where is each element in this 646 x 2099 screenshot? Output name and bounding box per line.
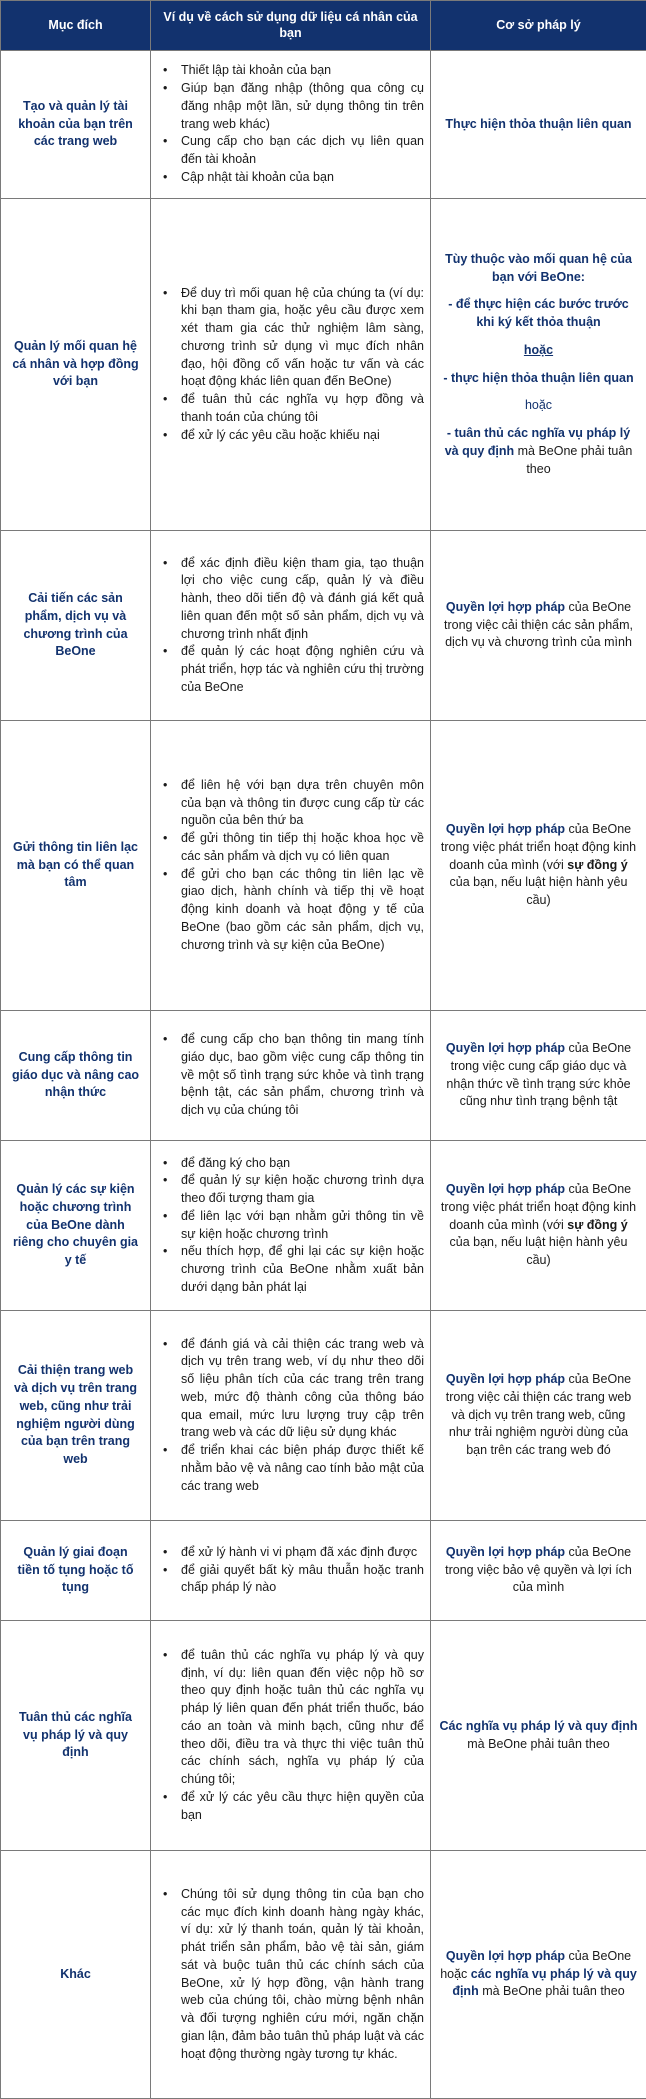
legal-basis-tail: của BeOne trong việc cải thiện các sản phẩm, dịch vụ và chương trình của mình [444, 600, 633, 650]
examples-cell [151, 1851, 431, 2099]
examples-cell [151, 1621, 431, 1851]
list-item: • để quản lý các hoạt động nghiên cứu và phát triển, hợp tác và nghiên cứu thị trường của BeOne [181, 643, 424, 696]
list-item: • để liên lạc với bạn nhằm gửi thông tin về sự kiện hoặc chương trình [181, 1208, 424, 1244]
legal-basis-cell [431, 531, 646, 721]
list-item: • để liên hệ với bạn dựa trên chuyên môn của bạn và thông tin được cung cấp từ các nguồn của bên thứ ba [181, 777, 424, 830]
header-legal-basis: Cơ sở pháp lý [431, 1, 646, 51]
list-item: • để gửi cho bạn các thông tin liên lạc về giao dịch, hành chính và tiếp thị về hoạt động kinh doanh và hoạt động y tế của BeOne (bao gồm các sản phẩm, dịch vụ, chương trình và sự kiện của BeOne) [181, 866, 424, 955]
list-item: • Cung cấp cho bạn các dịch vụ liên quan đến tài khoản [181, 133, 424, 169]
legal-basis-tail: của BeOne trong việc cung cấp giáo dục và nhận thức về tình trạng sức khỏe cũng như tình trạng bệnh tật [446, 1041, 631, 1108]
legal-basis-intro: Tùy thuộc vào mối quan hệ của bạn với BeOne: [445, 252, 632, 284]
legal-basis-bold: Quyền lợi hợp pháp [446, 600, 565, 614]
purpose-cell: Cải tiến các sản phẩm, dịch vụ và chương trình của BeOne [1, 531, 151, 721]
legal-basis-option-wrap [439, 425, 638, 478]
legal-basis-tail: của BeOne trong việc phát triển hoạt động kinh doanh của mình (với [441, 822, 636, 872]
purpose-cell: Quản lý giai đoạn tiền tố tụng hoặc tố tụng [1, 1521, 151, 1621]
table-row [1, 199, 646, 531]
table-row [1, 1311, 646, 1521]
legal-basis-tail: mà BeOne phải tuân theo [514, 444, 632, 476]
table-row [1, 1141, 646, 1311]
list-item: • Chúng tôi sử dụng thông tin của bạn cho các mục đích kinh doanh hàng ngày khác, ví dụ: xử lý thanh toán, quản lý tài khoản, phát triển sản phẩm, bảo vệ tài sản, giám sát và buộc tuân thủ các chính sách của BeOne, xử lý hợp đồng, vận hành trang web của chúng tôi, chào mừng bệnh nhân và đối tượng nghiên cứu mới, ngăn chặn gian lận, đảm bảo tuân thủ pháp luật và các hoạt động thường ngày tương tự khác. [181, 1886, 424, 2064]
legal-basis-tail: của BeOne hoặc [440, 1949, 631, 1981]
table-row [1, 531, 646, 721]
legal-basis-cell [431, 1521, 646, 1621]
list-item: • để tuân thủ các nghĩa vụ pháp lý và quy định, ví dụ: liên quan đến việc nộp hồ sơ theo quy định hoặc tuân thủ các nghĩa vụ pháp lý liên quan đến phát triển thuốc, báo cáo an toàn và minh bạch, cũng như để theo dõi, điều tra và thực thi việc tuân thủ các chính sách, nghĩa vụ pháp lý của chúng tôi; [181, 1647, 424, 1789]
examples-cell [151, 199, 431, 531]
header-examples: Ví dụ về cách sử dụng dữ liệu cá nhân của bạn [151, 1, 431, 51]
list-item: • Giúp bạn đăng nhập (thông qua công cụ đăng nhập một lần, sử dụng thông tin trên trang web khác) [181, 80, 424, 133]
purpose-cell: Tạo và quản lý tài khoản của bạn trên các trang web [1, 51, 151, 199]
legal-basis-tail: mà BeOne phải tuân theo [479, 1984, 625, 1998]
legal-basis-cell [431, 1851, 646, 2099]
list-item: • để đăng ký cho bạn [181, 1155, 424, 1173]
legal-basis-tail: của BeOne trong việc cải thiện các trang web và dịch vụ trên trang web, cũng như trải nghiệm người dùng của bạn trên các trang web đó [446, 1372, 632, 1457]
list-item: • để xử lý các yêu cầu thực hiện quyền của bạn [181, 1789, 424, 1825]
list-item: • để đánh giá và cải thiện các trang web và dịch vụ trên trang web, ví dụ như theo dõi số liệu phân tích của các trang trên trang web, mức độ thành công của thông báo qua email, mức lưu lượng truy cập trên trang web và các dữ liệu sử dụng khác [181, 1336, 424, 1443]
or-text: hoặc [439, 397, 638, 415]
table-row [1, 1521, 646, 1621]
examples-cell [151, 51, 431, 199]
legal-basis-cell [431, 199, 646, 531]
examples-cell [151, 1311, 431, 1521]
examples-list [155, 62, 424, 186]
legal-basis-bold: Quyền lợi hợp pháp [446, 1949, 565, 1963]
legal-basis-consent: sự đồng ý [567, 858, 627, 872]
examples-cell [151, 531, 431, 721]
list-item: • để giải quyết bất kỳ mâu thuẫn hoặc tranh chấp pháp lý nào [181, 1562, 424, 1598]
examples-list [155, 777, 424, 955]
examples-list [155, 555, 424, 697]
list-item: • để xử lý các yêu cầu hoặc khiếu nại [181, 427, 424, 445]
legal-basis-option: - tuân thủ các nghĩa vụ pháp lý và quy định [445, 426, 630, 458]
purpose-cell: Khác [1, 1851, 151, 2099]
list-item: • để gửi thông tin tiếp thị hoặc khoa học về các sản phẩm và dịch vụ có liên quan [181, 830, 424, 866]
examples-list [155, 1647, 424, 1825]
legal-basis-cell [431, 721, 646, 1011]
purpose-cell: Gửi thông tin liên lạc mà bạn có thể quan tâm [1, 721, 151, 1011]
examples-cell [151, 1521, 431, 1621]
legal-basis-option: - thực hiện thỏa thuận liên quan [439, 370, 638, 388]
list-item: • để cung cấp cho bạn thông tin mang tính giáo dục, bao gồm việc cung cấp thông tin về một số tình trạng sức khỏe và tình trạng bệnh tật, các sản phẩm, chương trình và dịch vụ của chúng tôi [181, 1031, 424, 1120]
legal-basis-cell [431, 1141, 646, 1311]
legal-basis-consent: sự đồng ý [567, 1218, 627, 1232]
list-item: • để tuân thủ các nghĩa vụ hợp đồng và thanh toán của chúng tôi [181, 391, 424, 427]
legal-basis-tail: của bạn, nếu luật hiện hành yêu cầu) [450, 875, 628, 907]
examples-cell [151, 1011, 431, 1141]
table-row [1, 1011, 646, 1141]
list-item: • để xử lý hành vi vi phạm đã xác định được [181, 1544, 424, 1562]
legal-basis-tail: của BeOne trong việc phát triển hoạt động kinh doanh của mình (với [441, 1182, 636, 1232]
list-item: • để triển khai các biện pháp được thiết kế nhằm bảo vệ và nâng cao tính bảo mật của các trang web [181, 1442, 424, 1495]
list-item: • Để duy trì mối quan hệ của chúng ta (ví dụ: khi bạn tham gia, hoặc yêu cầu được xem xét tham gia các thử nghiệm lâm sàng, chương trình sử dụng vì mục đích nhân đạo, hội đồng cố vấn hoặc tư vấn và các hoạt động khác liên quan đến BeOne) [181, 285, 424, 392]
examples-list [155, 1031, 424, 1120]
table-row [1, 51, 646, 199]
legal-basis-cell [431, 1621, 646, 1851]
legal-basis-bold: Các nghĩa vụ pháp lý và quy định [440, 1719, 638, 1733]
examples-list [155, 1886, 424, 2064]
examples-list [155, 285, 424, 445]
legal-basis-tail: mà BeOne phải tuân theo [467, 1737, 609, 1751]
legal-basis-bold: Quyền lợi hợp pháp [446, 1182, 565, 1196]
table-row [1, 1621, 646, 1851]
list-item: • để quản lý sự kiện hoặc chương trình dựa theo đối tượng tham gia [181, 1172, 424, 1208]
examples-list [155, 1544, 424, 1597]
legal-basis-obligations: các nghĩa vụ pháp lý và quy định [452, 1967, 636, 1999]
list-item: • để xác định điều kiện tham gia, tạo thuận lợi cho việc cung cấp, quản lý và điều hành, theo dõi tiến độ và đánh giá kết quả liên quan đến một số sản phẩm, dịch vụ và chương trình nhất định [181, 555, 424, 644]
examples-cell [151, 1141, 431, 1311]
legal-basis-tail: của BeOne trong việc bảo vệ quyền và lợi ích của mình [445, 1545, 632, 1595]
examples-cell [151, 721, 431, 1011]
table-row [1, 1851, 646, 2099]
legal-basis-cell [431, 1311, 646, 1521]
legal-basis-option: - để thực hiện các bước trước khi ký kết thỏa thuận [439, 296, 638, 332]
purpose-cell: Quản lý mối quan hệ cá nhân và hợp đồng với bạn [1, 199, 151, 531]
table-header-row [1, 1, 646, 51]
legal-basis-bold: Thực hiện thỏa thuận liên quan [445, 117, 631, 131]
legal-basis-bold: Quyền lợi hợp pháp [446, 1545, 565, 1559]
or-link[interactable]: hoặc [439, 342, 638, 360]
list-item: • Cập nhật tài khoản của bạn [181, 169, 424, 187]
legal-basis-cell [431, 1011, 646, 1141]
legal-basis-bold: Quyền lợi hợp pháp [446, 1372, 565, 1386]
examples-list [155, 1336, 424, 1496]
list-item: • nếu thích hợp, để ghi lại các sự kiện hoặc chương trình của BeOne nhằm xuất bản dưới dạng bản phát lại [181, 1243, 424, 1296]
header-purpose: Mục đích [1, 1, 151, 51]
examples-list [155, 1155, 424, 1297]
legal-basis-bold: Quyền lợi hợp pháp [446, 822, 565, 836]
legal-basis-bold: Quyền lợi hợp pháp [446, 1041, 565, 1055]
purpose-cell: Cung cấp thông tin giáo dục và nâng cao nhận thức [1, 1011, 151, 1141]
legal-basis-cell [431, 51, 646, 199]
purpose-cell: Quản lý các sự kiện hoặc chương trình của BeOne dành riêng cho chuyên gia y tế [1, 1141, 151, 1311]
legal-basis-tail: của bạn, nếu luật hiện hành yêu cầu) [450, 1235, 628, 1267]
purpose-cell: Tuân thủ các nghĩa vụ pháp lý và quy định [1, 1621, 151, 1851]
table-row [1, 721, 646, 1011]
list-item: • Thiết lập tài khoản của bạn [181, 62, 424, 80]
purpose-cell: Cải thiện trang web và dịch vụ trên trang web, cũng như trải nghiệm người dùng của bạn trên trang web [1, 1311, 151, 1521]
